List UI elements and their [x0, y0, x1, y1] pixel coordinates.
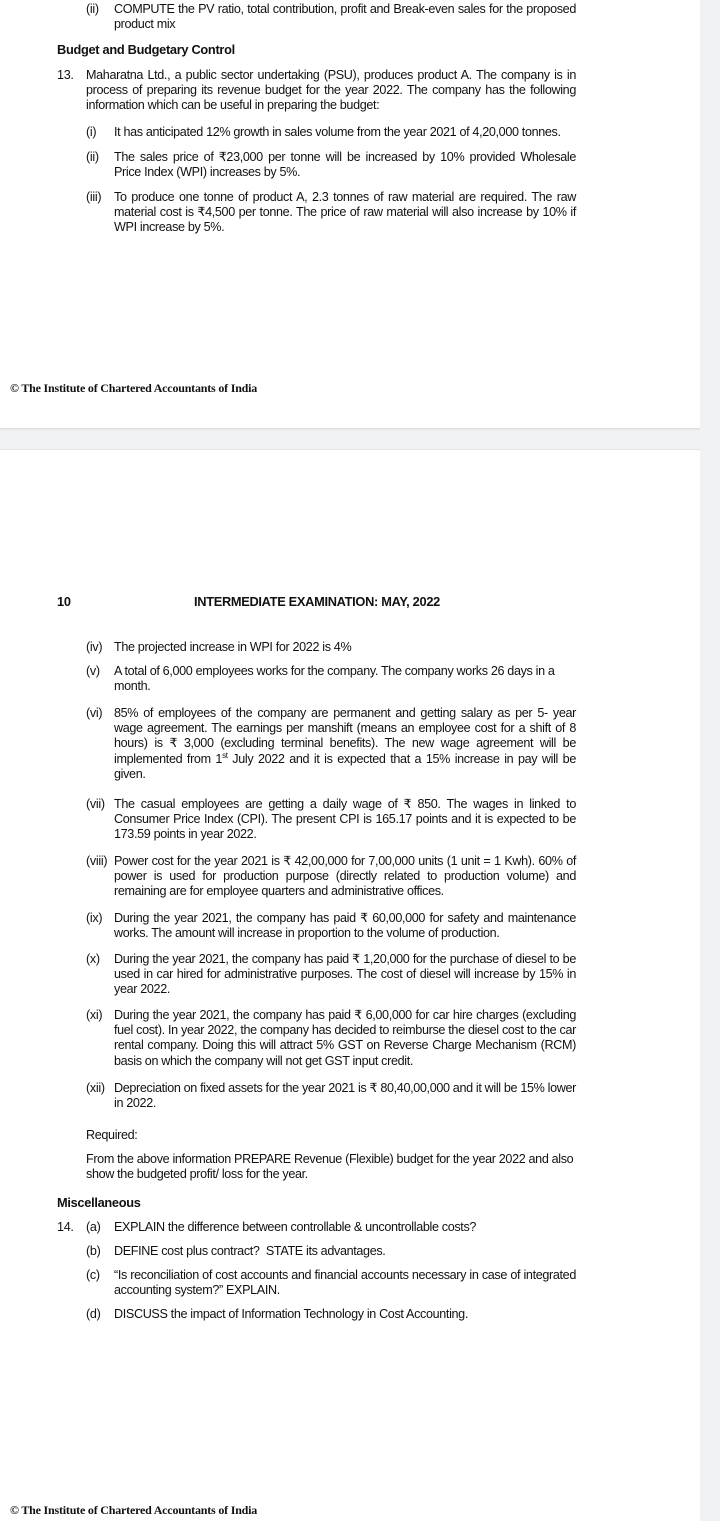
item-marker: (xi): [86, 1008, 103, 1022]
item-text: The sales price of ₹23,000 per tonne will be increased by 10% provided Wholesale Price Index (WPI) increases by 5%.: [114, 150, 576, 180]
ordinal-superscript: st: [222, 750, 228, 760]
item-marker: (d): [86, 1307, 101, 1321]
required-label: Required:: [86, 1128, 138, 1142]
item-marker: (i): [86, 125, 97, 139]
page-number: 10: [57, 594, 71, 609]
item-text: To produce one tonne of product A, 2.3 tonnes of raw material are required. The raw material cost is ₹4,500 per tonne. The price of raw material will also increase by 10% if WPI increase by 5%.: [114, 190, 576, 235]
item-text: DISCUSS the impact of Information Technology in Cost Accounting.: [114, 1307, 468, 1321]
question-number-13: 13.: [57, 68, 74, 82]
required-text: From the above information PREPARE Revenue (Flexible) budget for the year 2022 and also show the budgeted profit/ loss for the year.: [86, 1152, 574, 1182]
item-marker: (v): [86, 664, 100, 678]
item-marker: (iv): [86, 640, 103, 654]
item-marker: (b): [86, 1244, 101, 1258]
question-13-intro: Maharatna Ltd., a public sector undertaking (PSU), produces product A. The company is in process of preparing its revenue budget for the year 2022. The company has the following information which can be useful in preparing the budget:: [86, 68, 576, 113]
item-text: It has anticipated 12% growth in sales volume from the year 2021 of 4,20,000 tonnes.: [114, 125, 561, 139]
item-text: [114, 706, 576, 782]
item-text: Depreciation on fixed assets for the year 2021 is ₹ 80,40,00,000 and it will be 15% lower in 2022.: [114, 1081, 577, 1111]
item-text: During the year 2021, the company has paid ₹ 60,00,000 for safety and maintenance works. The amount will increase in proportion to the volume of production.: [114, 911, 576, 941]
item-marker: (vi): [86, 706, 103, 720]
document-page-1: [0, 0, 700, 428]
item-marker: (x): [86, 952, 100, 966]
section-heading-miscellaneous: Miscellaneous: [57, 1195, 141, 1210]
item-text: During the year 2021, the company has paid ₹ 6,00,000 for car hire charges (excluding fuel cost). In year 2022, the company has decided to reimburse the diesel cost to the car rental company. Doing this will attract 5% GST on Reverse Charge Mechanism (RCM) basis on which the company will not get GST input credit.: [114, 1008, 576, 1068]
item-marker: (iii): [86, 190, 102, 204]
item-text: The projected increase in WPI for 2022 is 4%: [114, 640, 352, 654]
item-marker: (vii): [86, 797, 105, 811]
item-text: A total of 6,000 employees works for the company. The company works 26 days in a month.: [114, 664, 555, 694]
item-text: Power cost for the year 2021 is ₹ 42,00,000 for 7,00,000 units (1 unit = 1 Kwh). 60% of power is used for production purpose (directly related to production volume) and remaining are for employee quarters and administrative offices.: [114, 854, 576, 899]
page-footer-copyright: © The Institute of Chartered Accountants of India: [10, 1503, 258, 1517]
document-page-2: [0, 449, 700, 1521]
item-text: COMPUTE the PV ratio, total contribution, profit and Break-even sales for the proposed product mix: [114, 2, 576, 32]
page-footer-copyright: © The Institute of Chartered Accountants of India: [10, 381, 258, 395]
item-text: EXPLAIN the difference between controllable & uncontrollable costs?: [114, 1220, 477, 1234]
question-number-14: 14.: [57, 1220, 74, 1234]
item-marker: (ii): [86, 150, 99, 164]
item-text-part: 85% of employees of the company are permanent and getting salary as per 5- year wage agreement. The earnings per manshift (means an employee cost for a shift of 8 hours) is ₹ 3,000 (excluding terminal benefits). The new wage agreement will be implemented from 1: [114, 706, 576, 766]
item-text: During the year 2021, the company has paid ₹ 1,20,000 for the purchase of diesel to be used in car hired for administrative purposes. The cost of diesel will increase by 15% in year 2022.: [114, 952, 576, 997]
item-marker: (ii): [86, 2, 99, 16]
scrollbar-track[interactable]: [700, 0, 720, 1520]
running-header: INTERMEDIATE EXAMINATION: MAY, 2022: [194, 594, 440, 609]
item-marker: (c): [86, 1268, 100, 1282]
item-text: The casual employees are getting a daily wage of ₹ 850. The wages in linked to Consumer Price Index (CPI). The present CPI is 165.17 points and it is expected to be 173.59 points in year 2022.: [114, 797, 576, 842]
item-marker: (a): [86, 1220, 101, 1234]
item-marker: (viii): [86, 854, 108, 868]
item-text: “Is reconciliation of cost accounts and financial accounts necessary in case of integrated accounting system?” EXPLAIN.: [114, 1268, 576, 1298]
item-marker: (xii): [86, 1081, 105, 1095]
section-heading-budget: Budget and Budgetary Control: [57, 42, 235, 57]
item-marker: (ix): [86, 911, 103, 925]
item-text-part: July 2022 and it is expected that a 15% increase in pay will be given.: [114, 751, 576, 781]
item-text: DEFINE cost plus contract? STATE its advantages.: [114, 1244, 386, 1258]
